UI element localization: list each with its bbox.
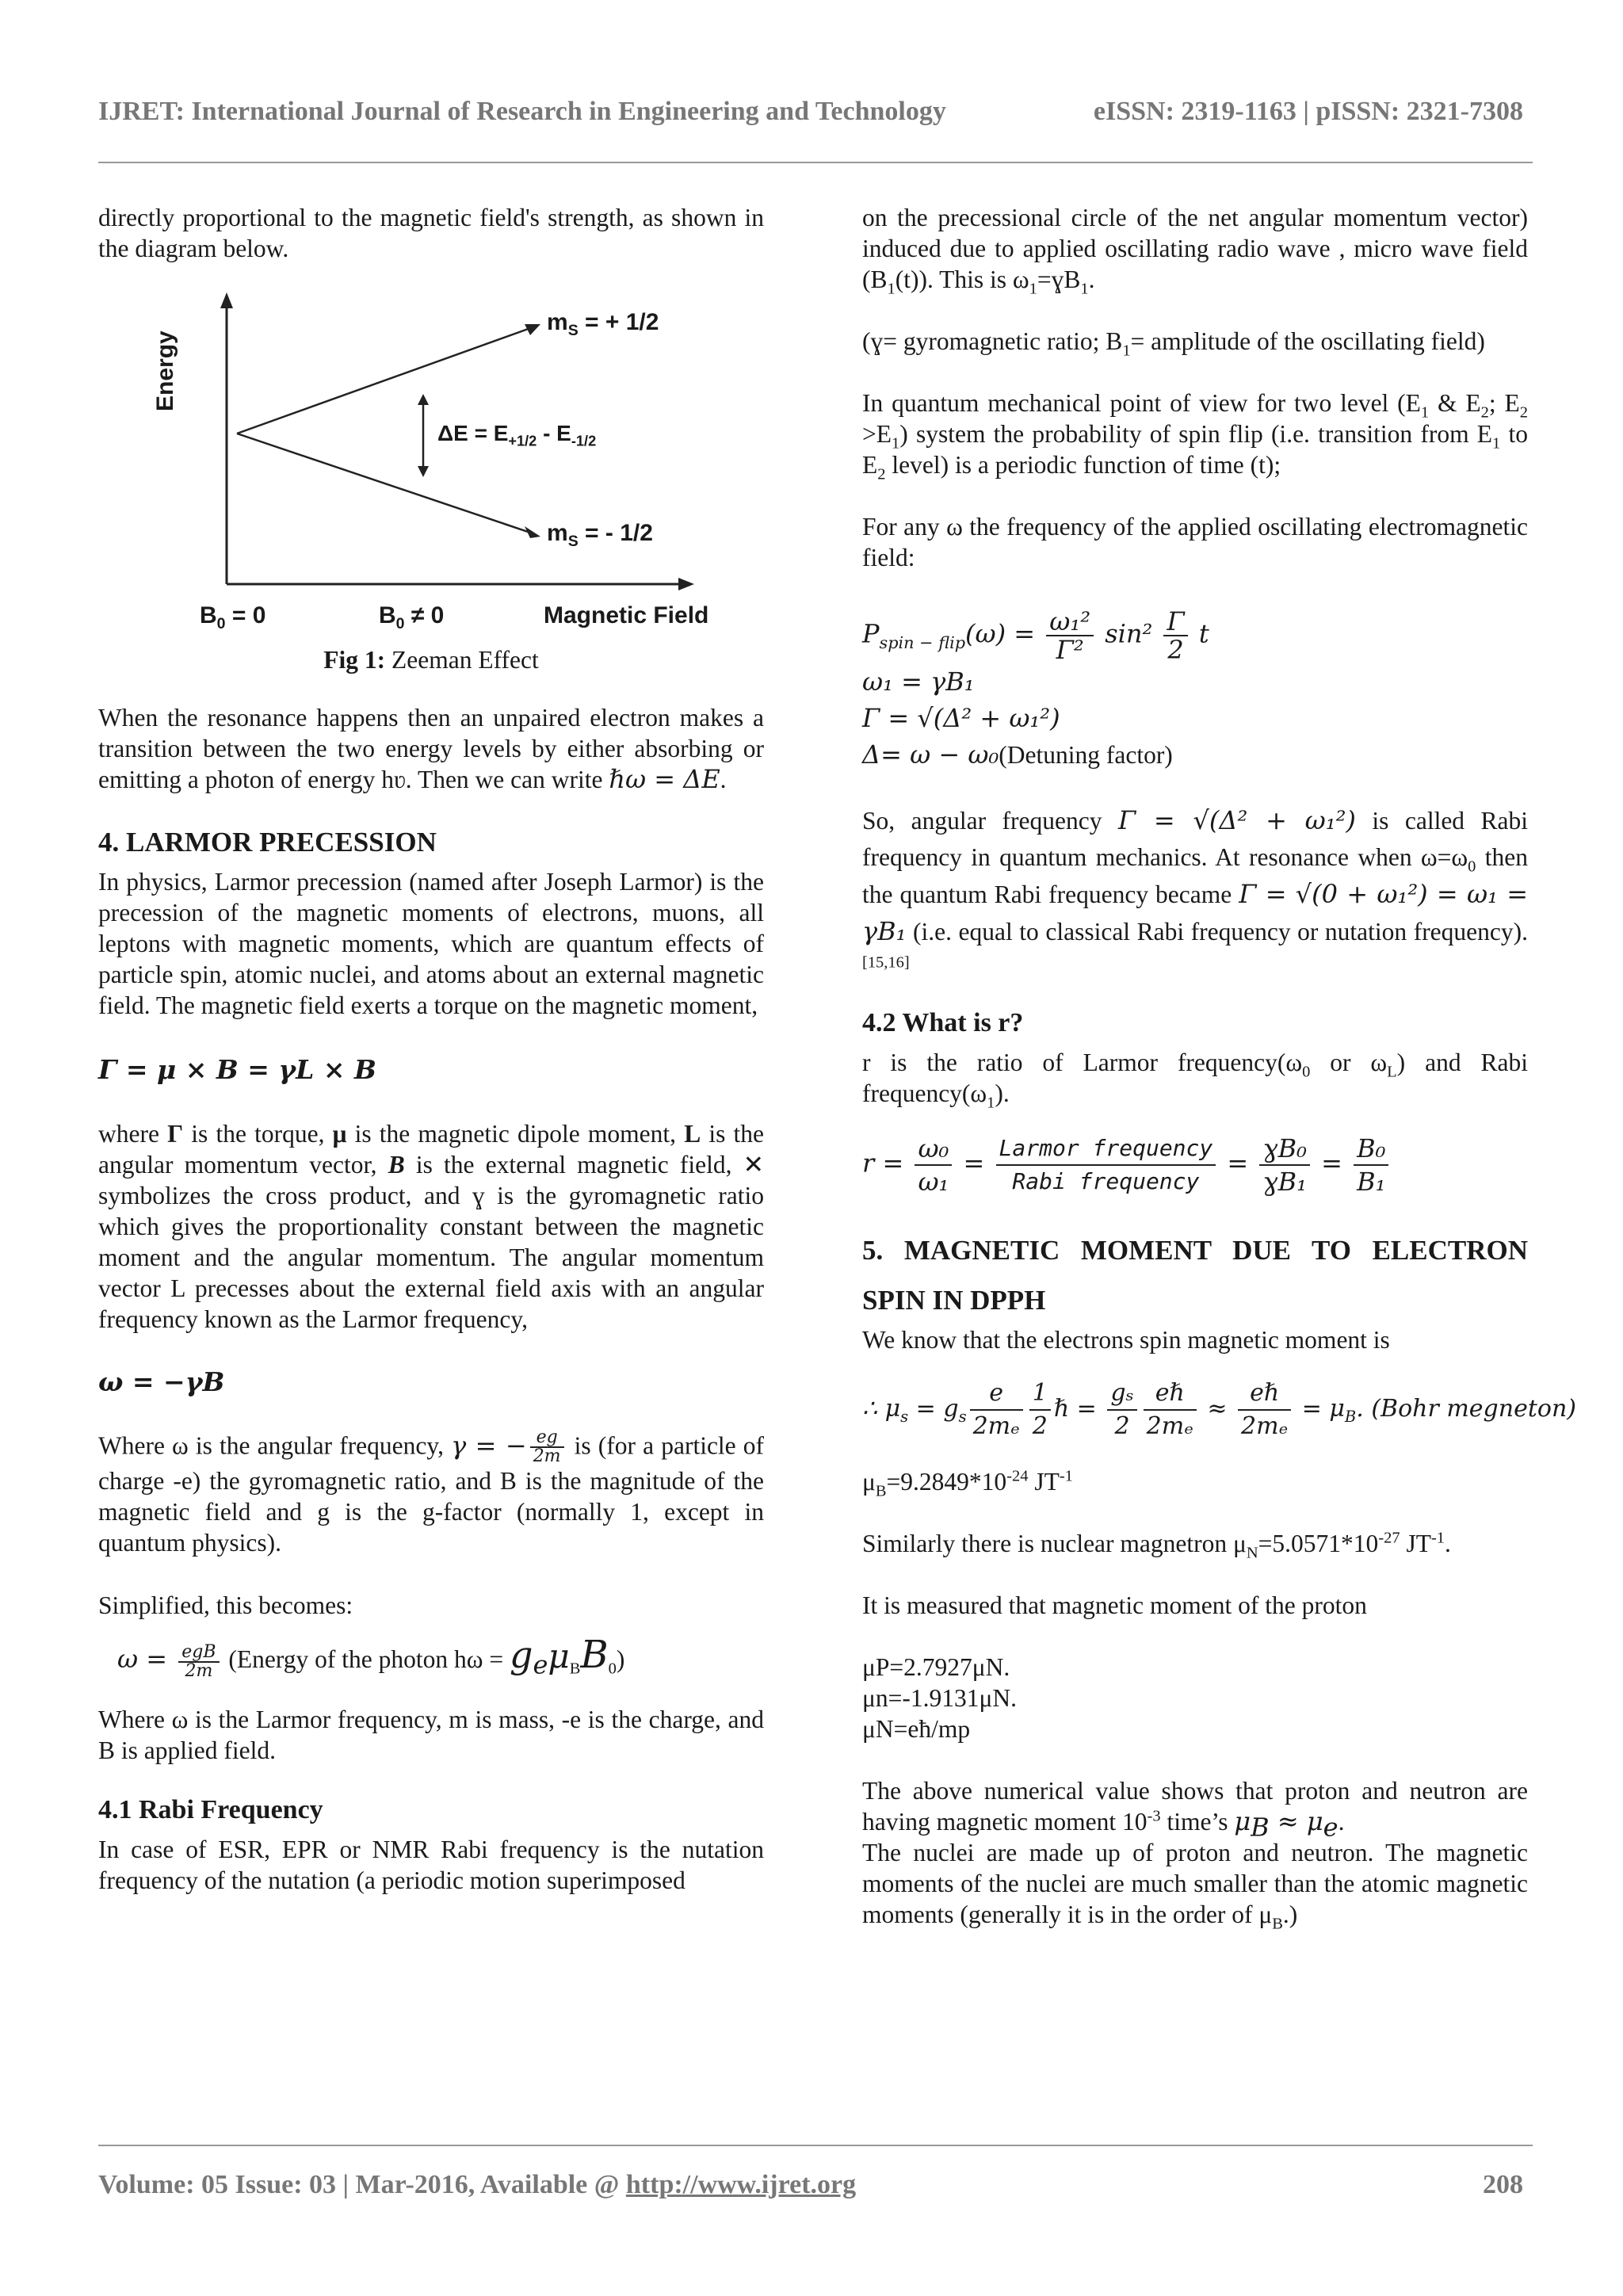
page-header [98, 97, 1531, 136]
paragraph: We know that the electrons spin magnetic moment is [862, 1326, 1390, 1354]
spin-moment-equation: ∴ $\mu_s = g_s$ $\frac{e}{\text{2mₑ}}$ $\frac{1}{2}$ ℏ = $\frac{\text{gₛ}}{2}$ $\frac{\text{eℏ}}{\text{2mₑ}}$ ≈ $\frac{\text{eℏ}}{\text{2mₑ}}$ = $\mu_B$. (Bohr megneton) [862, 1379, 1576, 1440]
simplified-equation: ω = $\frac{\text{egB}}{2m}$ (Energy of the photon $h\omega = g_e\mu_BB_0$) [117, 1633, 625, 1681]
paragraph: on the precessional circle of the net angular momentum vector) induced due to applied oscillating radio wave , micro wave field $(B_1(t))$. This is $\omega_1=ɣB_1$. [862, 204, 1528, 298]
footer-rule [98, 2145, 1533, 2146]
paragraph: It is measured that magnetic moment of the proton [862, 1591, 1367, 1619]
r-ratio-equation: r = $\frac{\text{ω₀}}{\text{ω₁}}$ = $\frac{\text{Larmor frequency}}{\text{Rabi frequency}}$ = $\frac{\text{ɣB₀}}{\text{ɣB₁}}$ = $\frac{\text{B₀}}{\text{B₁}}$ [862, 1133, 1528, 1198]
ms-plus-label: $m_S$ = + 1/2 [547, 309, 659, 339]
paragraph: where Γ is the torque, μ is the magnetic dipole moment, L is the angular momentum vector, B is the external magnetic field, ✕ symbolizes the cross product, and ɣ is the gyromagnetic ratio which gives the proportionality constant between the magnetic moment and the angular momentum. The angular momentum vector L precesses about the external field axis with an angular frequency known as the Larmor frequency, [98, 1120, 765, 1333]
b0-nonzero-label: $B_0 \ne 0$ [379, 602, 445, 632]
subsection-heading: 4.1 Rabi Frequency [98, 1794, 323, 1824]
paragraph: The above numerical value shows that proton and neutron are having magnetic moment $10^{-3}$ time’s $\mu_B \approx \mu_e$. [862, 1777, 1528, 1843]
proton-moment: μP=2.7927μN. [862, 1653, 1010, 1681]
gyromagnetic-eq: γ = − $\frac{eg}{2m}$ [451, 1431, 567, 1461]
paragraph: Where ω is the angular frequency, γ = − $\frac{eg}{2m}$ is (for a particle of charge -e) the gyromagnetic ratio, and B is the magnitude of the magnetic field and g is the g-factor (normally 1, except in quantum physics). [98, 1427, 765, 1557]
left-column [98, 202, 764, 1896]
b0-zero-label: $B_0 = 0$ [200, 602, 266, 632]
ms-minus-label: $m_S$ = - 1/2 [547, 520, 653, 550]
field-axis-arrow [678, 578, 694, 590]
spin-flip-equation: $P_{spin - flip}(\omega)$ = $\frac{\text{ω₁²}}{\text{Γ²}}$ sin² $\frac{\Gamma}{2}$ t [862, 606, 1209, 665]
page-number: 208 [1483, 2170, 1523, 2199]
subsection-heading: 4.2 What is r? [862, 1008, 1024, 1037]
nuclear-magneton: μN=eħ/mp [862, 1715, 971, 1743]
paragraph: In case of ESR, EPR or NMR Rabi frequency is the nutation frequency of the nutation (a periodic motion superimposed [98, 1835, 764, 1894]
omega1-equation: ω₁ = γB₁ [862, 667, 975, 697]
paragraph: (ɣ= gyromagnetic ratio; $B_1=$ amplitude of the oscillating field) [862, 327, 1485, 360]
paragraph: In physics, Larmor precession (named after Joseph Larmor) is the precession of the magnetic moments of electrons, muons, all leptons with magnetic moments, which are quantum effects of particle spin, atomic nuclei, and atoms about an external magnetic field. The magnetic field exerts a torque on the magnetic moment, [98, 868, 764, 1019]
energy-label: Energy [152, 330, 178, 411]
delta-e-label: $\Delta E = E_{+1/2} - E_{-1/2}$ [437, 421, 597, 449]
gamma-equation: Γ = √(Δ² + ω₁²) [862, 703, 1060, 733]
page-footer [98, 2170, 1531, 2200]
magnetic-field-label: Magnetic Field [544, 602, 709, 628]
section-heading: 4. LARMOR PRECESSION [98, 827, 437, 858]
paragraph: In quantum mechanical point of view for two level ($E_1$ & $E_2$; $E_2 >E_1$) system the probability of spin flip (i.e. transition from $E_1$ to $E_2$ level) is a periodic function of time (t); [862, 389, 1528, 483]
section-heading: SPIN IN DPPH [862, 1285, 1046, 1316]
zeeman-figure [98, 285, 764, 649]
bohr-magneton-value: $\mu_B=9.2849*10^{-24}$ $JT^{-1}$ [862, 1467, 1073, 1500]
larmor-equation: ω = −γB [98, 1366, 225, 1397]
figure-caption: Fig 1: Zeeman Effect [323, 646, 539, 674]
paragraph: Similarly there is nuclear magnetron $\mu_N=5.0571*10^{-27}$ $JT^{-1}$. [862, 1529, 1451, 1562]
paragraph: Where ω is the Larmor frequency, m is mass, -e is the charge, and B is applied field. [98, 1705, 764, 1764]
paragraph: directly proportional to the magnetic field's strength, as shown in the diagram below. [98, 204, 764, 262]
paragraph: The nuclei are made up of proton and neutron. The magnetic moments of the nuclei are much smaller than the atomic magnetic moments (generally it is in the order of $\mu_B$.) [862, 1839, 1528, 1933]
zeeman-diagram [98, 285, 764, 649]
paragraph: So, angular frequency Γ = √(Δ² + ω₁²) is called Rabi frequency in quantum mechanics. At resonance when $\omega=\omega_0$ then the quantum Rabi frequency became Γ = √(0 + ω₁²) = ω₁ = γB₁ (i.e. equal to classical Rabi frequency or nutation frequency).[15,16] [862, 805, 1529, 972]
energy-axis-arrow [220, 292, 233, 308]
volume-info: Volume: 05 Issue: 03 | Mar-2016, Available @ [98, 2170, 626, 2199]
delta-e-arrow-up [418, 394, 429, 405]
right-column [862, 202, 1576, 1933]
issn: eISSN: 2319-1163 | pISSN: 2321-7308 [1093, 97, 1523, 126]
journal-title: IJRET: International Journal of Research in Engineering and Technology [98, 97, 946, 126]
paragraph: When the resonance happens then an unpaired electron makes a transition between the two energy levels by either absorbing or emitting a photon of energy hʋ. Then we can write ℏω = ΔE. [98, 704, 764, 794]
detuning-equation: Δ= ω − ω₀(Detuning factor) [862, 739, 1173, 770]
paragraph: For any ω the frequency of the applied oscillating electromagnetic field: [862, 513, 1528, 571]
neutron-moment: μn=-1.9131μN. [862, 1684, 1018, 1712]
delta-e-arrow-down [418, 466, 429, 477]
paragraph: r is the ratio of Larmor $frequency(\omega_0$ or $\omega_L$) and Rabi $frequency(\omega_1)$. [862, 1049, 1528, 1112]
journal-link[interactable]: http://www.ijret.org [625, 2170, 857, 2199]
torque-equation: Γ = μ × B = γL × B [98, 1054, 376, 1085]
section-heading: 5. MAGNETIC MOMENT DUE TO ELECTRON [862, 1235, 1528, 1266]
paragraph: Simplified, this becomes: [98, 1591, 353, 1619]
header-rule [98, 162, 1533, 163]
